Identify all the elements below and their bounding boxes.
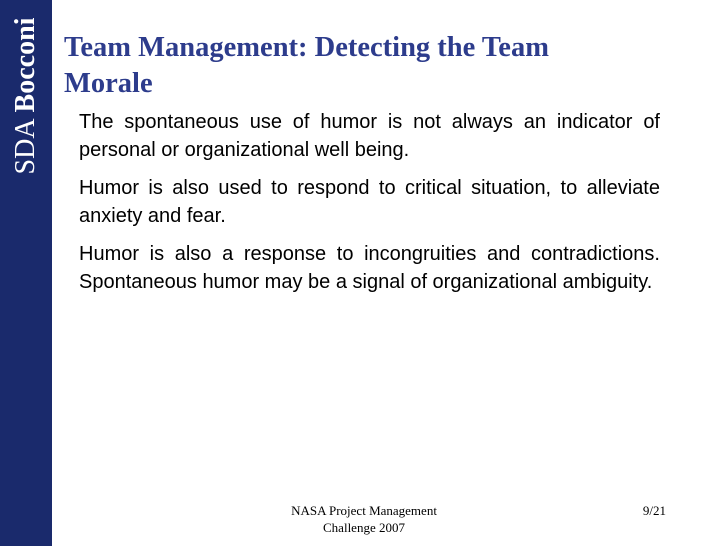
logo-bocconi-text: Bocconi [10,17,41,113]
body-paragraph-2: Humor is also used to respond to critical situation, to alleviate anxiety and fear. [79,177,660,227]
footer-line-2: Challenge 2007 [323,520,405,535]
footer-line-1: NASA Project Management [291,503,437,518]
brand-sidebar [0,0,52,546]
slide-title [64,30,664,102]
slide-body [79,108,660,306]
sda-bocconi-logo [12,18,40,175]
footer-event-name [260,502,468,536]
body-paragraph-3: Humor is also a response to incongruities and contradictions. Spontaneous humor may be a signal of organizational ambiguity. [79,243,660,293]
slide-title-line-2: Morale [64,68,153,99]
body-paragraph-1: The spontaneous use of humor is not always an indicator of personal or organizational well being. [79,111,660,161]
page-number: 9/21 [642,503,666,518]
slide-title-line-1: Team Management: Detecting the Team [64,32,549,63]
logo-sda-text: SDA [10,118,41,175]
